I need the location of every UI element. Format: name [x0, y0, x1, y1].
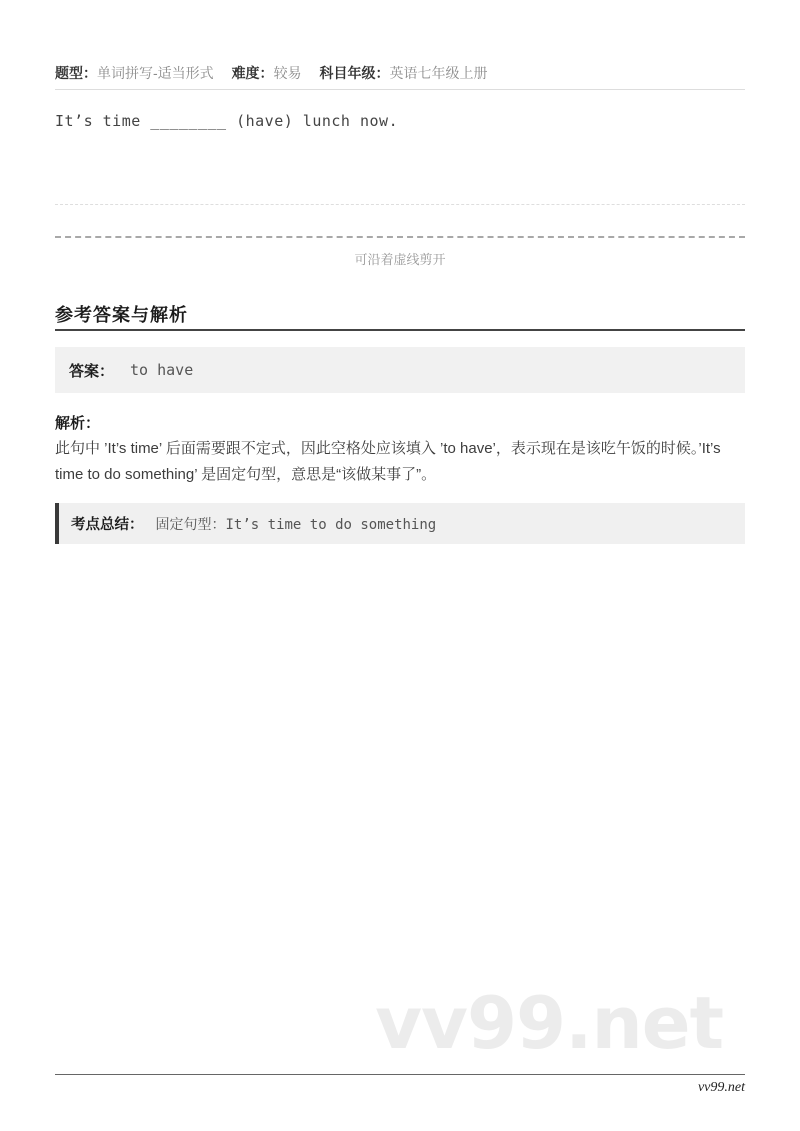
cut-hint-text: 可沿着虚线剪开	[354, 252, 446, 267]
meta-subject-grade	[319, 65, 487, 81]
footer-site-name: vv99.net	[697, 1080, 745, 1095]
meta-question-type	[55, 65, 218, 81]
answer-value: to have	[130, 361, 194, 379]
analysis-label: 解析：	[55, 415, 101, 432]
answer-label: 答案：	[69, 362, 115, 380]
footer-divider	[55, 1074, 745, 1075]
key-point-summary-label: 考点总结：	[71, 517, 144, 533]
key-point-summary-value: 固定句型：It’s time to do something	[155, 517, 437, 533]
answer-section-divider	[55, 329, 745, 331]
answer-section-title: 参考答案与解析	[55, 305, 188, 325]
analysis-text: 此句中 ’It’s time’ 后面需要跟不定式，因此空格处应该填入 ’to have’，表示现在是该吃午饭的时候。’It’s time to do something’ 是固定句型，意思是“该做某事了”。	[55, 440, 721, 483]
meta-difficulty	[232, 65, 306, 81]
answer-box	[55, 347, 745, 393]
cut-dashed-line-dark	[55, 236, 745, 238]
meta-difficulty-value: 较易	[273, 65, 302, 81]
question-meta-header	[55, 63, 745, 83]
meta-subject-grade-label: 科目年级：	[319, 65, 390, 81]
key-point-summary-box	[55, 503, 745, 544]
meta-difficulty-label: 难度：	[231, 65, 274, 81]
meta-question-type-label: 题型：	[55, 65, 97, 81]
meta-subject-grade-value: 英语七年级上册	[389, 65, 488, 81]
cut-dashed-line-light	[55, 204, 745, 205]
meta-question-type-value: 单词拼写-适当形式	[97, 65, 214, 81]
question-text: It’s time ________ (have) lunch now.	[55, 112, 399, 130]
site-watermark: vv99.net	[375, 981, 723, 1065]
header-divider	[55, 89, 745, 90]
